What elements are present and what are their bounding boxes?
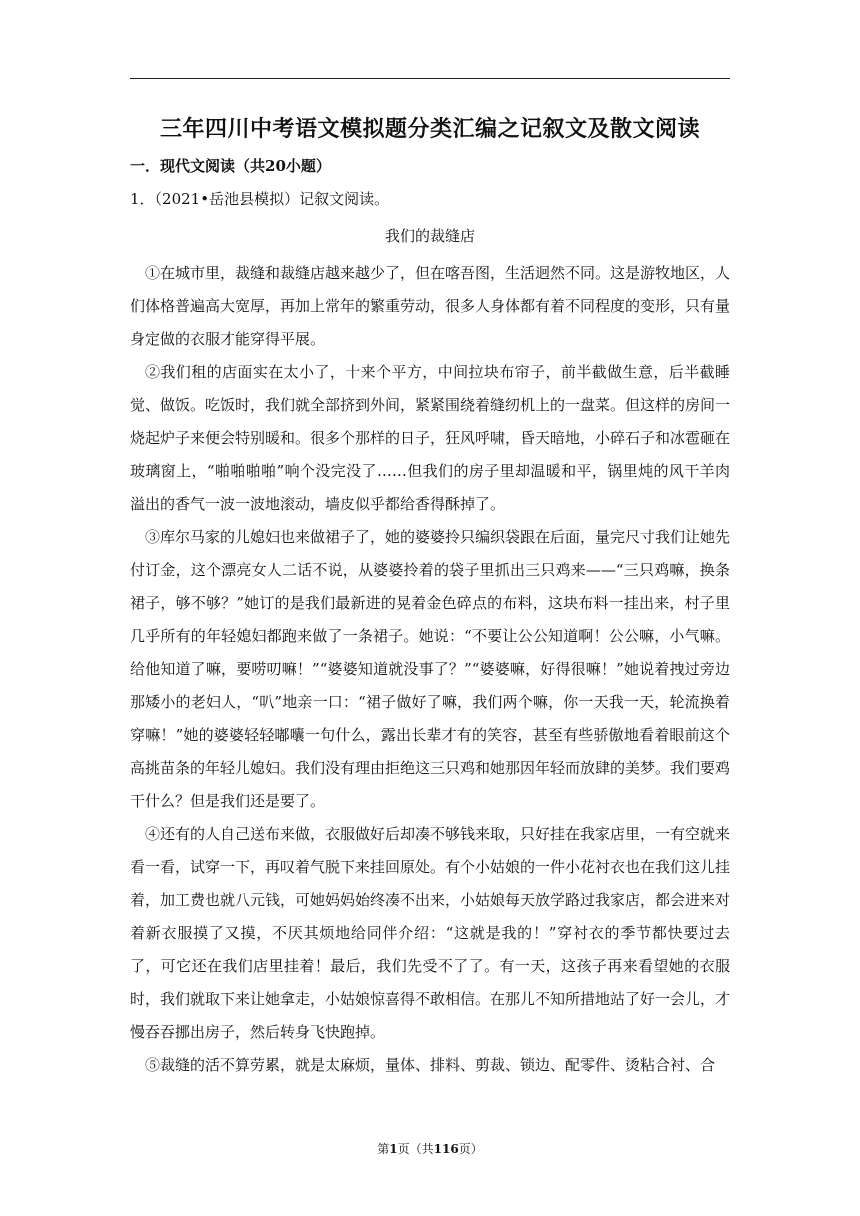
footer-prefix: 第 [377, 1142, 390, 1156]
page-footer [130, 1140, 730, 1158]
question-intro: 1．（2021•岳池县模拟）记叙文阅读。 [130, 190, 390, 208]
page-total: 116 [433, 1142, 459, 1156]
footer-mid: 页（共 [397, 1142, 434, 1156]
paragraph-5: ⑤裁缝的活不算劳累，就是太麻烦，量体、排料、剪裁、锁边、配零件、烫粘合衬、合 [145, 1056, 716, 1074]
paragraph-2: ②我们租的店面实在太小了，十来个平方，中间拉块布帘子，前半截做生意，后半截睡觉、做饭。吃饭时，我们就全部挤到外间，紧紧围绕着缝纫机上的一盘菜。但这样的房间一烧起炉子来便会特别暖和。很多个那样的日子，狂风呼啸，昏天暗地，小碎石子和冰雹砸在玻璃窗上，“啪啪啪啪”响个没完没了……但我们的房子里却温暖和平，锅里炖的风干羊肉溢出的香气一波一波地滚动，墙皮似乎都给香得酥掉了。 [130, 363, 731, 513]
paragraph-4: ④还有的人自己送布来做，衣服做好后却凑不够钱来取，只好挂在我家店里，一有空就来看一看，试穿一下，再叹着气脱下来挂回原处。有个小姑娘的一件小花衬衣也在我们这儿挂着，加工费也就八元钱，可她妈妈始终凑不出来，小姑娘每天放学路过我家店，都会进来对着新衣服摸了又摸，不厌其烦地给同伴介绍：“这就是我的！”穿衬衣的季节都快要过去了，可它还在我们店里挂着！最后，我们先受不了了。有一天，这孩子再来看望她的衣服时，我们就取下来让她拿走，小姑娘惊喜得不敢相信。在那儿不知所措地站了好一会儿，才慢吞吞挪出房子，然后转身飞快跑掉。 [130, 825, 731, 1041]
article-body [130, 257, 730, 1082]
paragraph-3: ③库尔马家的儿媳妇也来做裙子了，她的婆婆拎只编织袋跟在后面，量完尺寸我们让她先付订金，这个漂亮女人二话不说，从婆婆拎着的袋子里抓出三只鸡来——“三只鸡嘛，换条裙子，够不够？”她订的是我们最新进的晃着金色碎点的布料，这块布料一挂出来，村子里几乎所有的年轻媳妇都跑来做了一条裙子。她说：“不要让公公知道啊！公公嘛，小气嘛。给他知道了嘛，要唠叨嘛！”“婆婆知道就没事了？”“婆婆嘛，好得很嘛！”她说着拽过旁边那矮小的老妇人，“叭”地亲一口：“裙子做好了嘛，我们两个嘛，你一天我一天，轮流换着穿嘛！”她的婆婆轻轻嘟囔一句什么，露出长辈才有的笑容，甚至有些骄傲地看着眼前这个高挑苗条的年轻儿媳妇。我们没有理由拒绝这三只鸡和她那因年轻而放肆的美梦。我们要鸡干什么？但是我们还是要了。 [130, 528, 731, 810]
page-number: 1 [389, 1142, 398, 1156]
paragraph-1: ①在城市里，裁缝和裁缝店越来越少了，但在喀吾图，生活迥然不同。这是游牧地区，人们体格普遍高大宽厚，再加上常年的繁重劳动，很多人身体都有着不同程度的变形，只有量身定做的衣服才能穿得平展。 [130, 264, 731, 348]
footer-suffix: 页） [458, 1142, 483, 1156]
article-title: 我们的裁缝店 [384, 227, 475, 245]
section-heading: 一．现代文阅读（共20小题） [130, 157, 331, 175]
header-rule [130, 78, 730, 79]
document-title: 三年四川中考语文模拟题分类汇编之记叙文及散文阅读 [159, 116, 700, 142]
